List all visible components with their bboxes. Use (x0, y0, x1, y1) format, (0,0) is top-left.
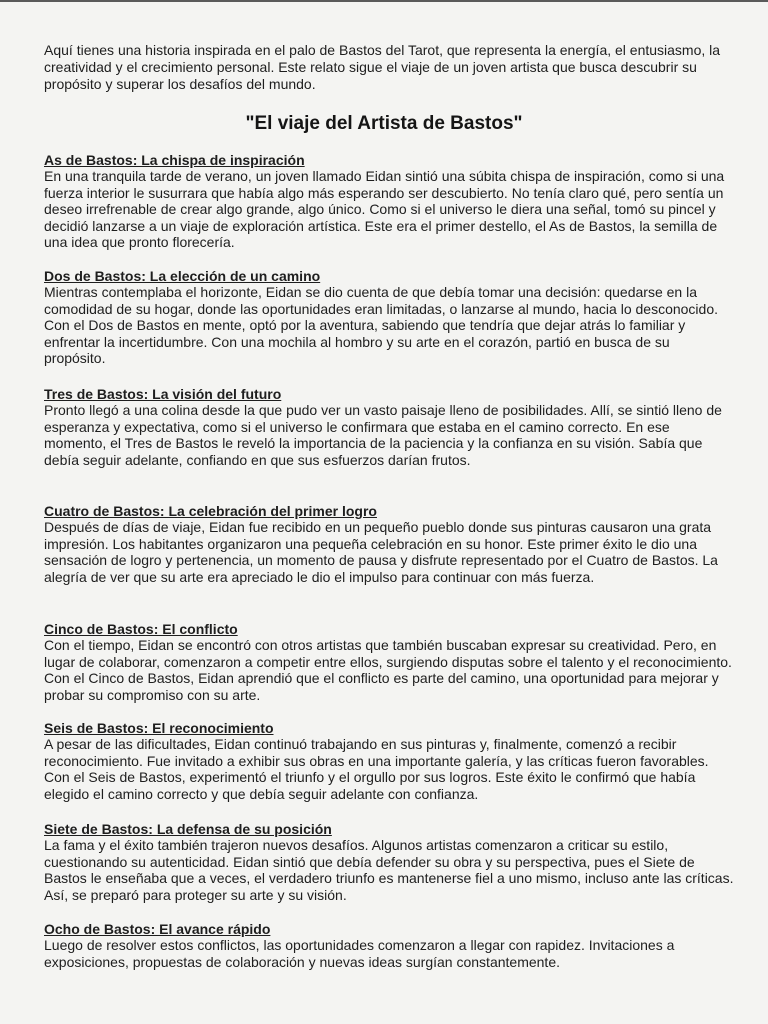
section-siete-de-bastos (44, 821, 734, 903)
story-title: "El viaje del Artista de Bastos" (245, 113, 523, 134)
page-top-edge (0, 0, 768, 2)
section-heading: Cuatro de Bastos: La celebración del primer logro (44, 503, 377, 519)
section-as-de-bastos (44, 152, 734, 251)
section-heading: Ocho de Bastos: El avance rápido (44, 921, 271, 937)
section-seis-de-bastos (44, 720, 734, 802)
section-dos-de-bastos (44, 268, 734, 367)
section-body: Con el tiempo, Eidan se encontró con otros artistas que también buscaban expresar su creatividad. Pero, en lugar de colaborar, comenzaron a competir entre ellos, surgiendo disputas sobre el talento y el reconocimiento. Con el Cinco de Bastos, Eidan aprendió que el conflicto es parte del camino, una oportunidad para mejorar y probar su compromiso con su arte. (44, 637, 732, 703)
section-body: Pronto llegó a una colina desde la que pudo ver un vasto paisaje lleno de posibilidades. Allí, se sintió lleno de esperanza y expectativa, como si el universo le confirmara que estaba en el camino correcto. En ese momento, el Tres de Bastos le reveló la importancia de la paciencia y la confianza en su visión. Sabía que debía seguir adelante, confiando en que sus esfuerzos darían frutos. (44, 402, 722, 468)
section-heading: Tres de Bastos: La visión del futuro (44, 386, 282, 402)
section-ocho-de-bastos (44, 921, 734, 970)
section-body: En una tranquila tarde de verano, un joven llamado Eidan sintió una súbita chispa de inspiración, como si una fuerza interior le susurrara que había algo más esperando ser descubierto. No tenía claro qué, pero sentía un deseo irrefrenable de crear algo grande, algo único. Como si el universo le diera una señal, tomó su pincel y decidió lanzarse a un viaje de exploración artística. Este era el primer destello, el As de Bastos, la semilla de una idea que pronto florecería. (44, 168, 725, 251)
section-body: Después de días de viaje, Eidan fue recibido en un pequeño pueblo donde sus pinturas causaron una grata impresión. Los habitantes organizaron una pequeña celebración en su honor. Este primer éxito le dio una sensación de logro y pertenencia, un momento de pausa y disfrute representado por el Cuatro de Bastos. La alegría de ver que su arte era apreciado le dio el impulso para continuar con más fuerza. (44, 519, 718, 585)
section-body: La fama y el éxito también trajeron nuevos desafíos. Algunos artistas comenzaron a criticar su estilo, cuestionando su autenticidad. Eidan sintió que debía defender su obra y su perspectiva, pues el Siete de Bastos le enseñaba que a veces, el verdadero triunfo es mantenerse fiel a uno mismo, incluso ante las críticas. Así, se preparó para proteger su arte y su visión. (44, 837, 734, 903)
section-heading: As de Bastos: La chispa de inspiración (44, 152, 305, 168)
section-body: Luego de resolver estos conflictos, las oportunidades comenzaron a llegar con rapidez. Invitaciones a exposiciones, propuestas de colaboración y nuevas ideas surgían constantemente. (44, 937, 675, 970)
section-heading: Siete de Bastos: La defensa de su posición (44, 821, 332, 837)
section-cuatro-de-bastos (44, 503, 734, 585)
section-body: Mientras contemplaba el horizonte, Eidan se dio cuenta de que debía tomar una decisión: quedarse en la comodidad de su hogar, donde las oportunidades eran limitadas, o lanzarse al mundo, hacia lo desconocido. Con el Dos de Bastos en mente, optó por la aventura, sabiendo que tendría que dejar atrás lo familiar y enfrentar la incertidumbre. Con una mochila al hombro y su arte en el corazón, partió en busca de su propósito. (44, 284, 718, 367)
intro-paragraph: Aquí tienes una historia inspirada en el palo de Bastos del Tarot, que representa la energía, el entusiasmo, la creatividad y el crecimiento personal. Este relato sigue el viaje de un joven artista que busca descubrir su propósito y superar los desafíos del mundo. (44, 42, 721, 92)
section-heading: Dos de Bastos: La elección de un camino (44, 268, 321, 284)
section-heading: Seis de Bastos: El reconocimiento (44, 720, 274, 736)
section-heading: Cinco de Bastos: El conflicto (44, 621, 238, 637)
section-cinco-de-bastos (44, 621, 734, 703)
section-body: A pesar de las dificultades, Eidan continuó trabajando en sus pinturas y, finalmente, comenzó a recibir reconocimiento. Fue invitado a exhibir sus obras en una importante galería, y las críticas fueron favorables. Con el Seis de Bastos, experimentó el triunfo y el orgullo por sus logros. Este éxito le confirmó que había elegido el camino correcto y que debía seguir adelante con confianza. (44, 736, 709, 802)
section-tres-de-bastos (44, 386, 734, 468)
